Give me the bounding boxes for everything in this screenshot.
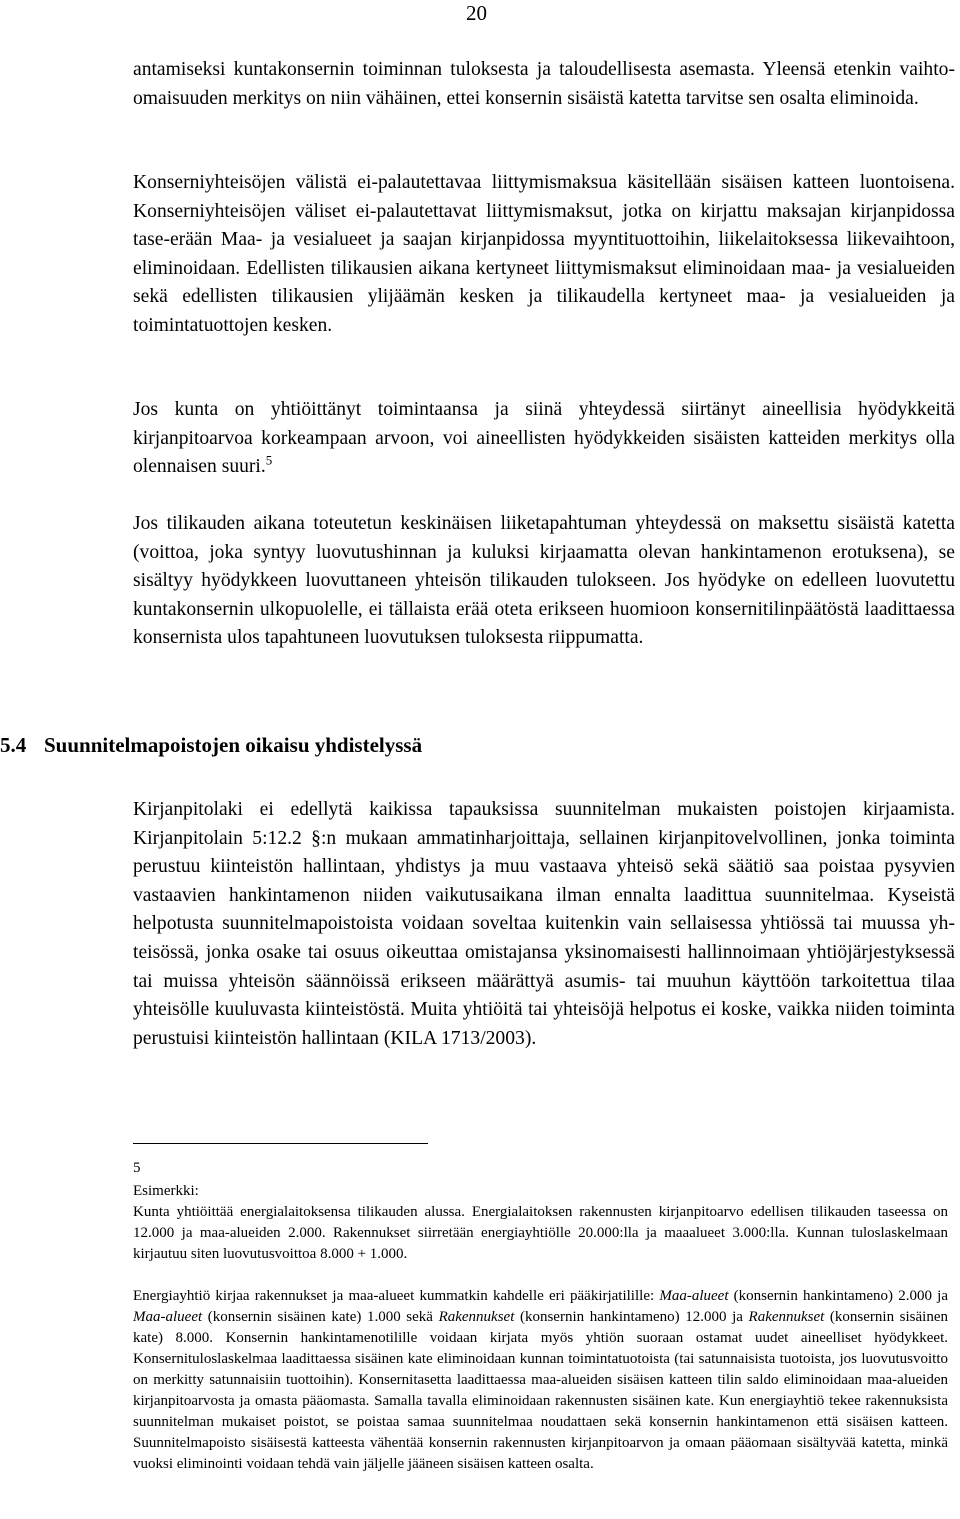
- footnote-reference[interactable]: 5: [265, 452, 273, 468]
- footnote-number: 5: [133, 1160, 141, 1176]
- footnote-separator: [133, 1143, 428, 1144]
- footnote-text-segment: (konsernin sisäinen kate) 8.000. Konsernin hankintamenotilille voidaan kirjata myös yhtiön suoraan ostamat uudet aineelliset hyödykkeet. Konsernituloslaskelmaa laadittaessa sisäinen kate eliminoidaan kunnan toimintatuotoista (tai satunnaisista tuotoista, jos luovutusvoitto on merkitty satunnaisiin tuottoihin). Konsernitasetta laadittaessa maa-alueiden sisäisen katteen tilin saldo eliminoidaan maa-alueiden kirjanpitoarvosta ja omasta pääomasta. Samalla tavalla eliminoidaan rakennusten sisäinen kate. Kun energiayhtiö tekee rakennuksista suunnitelman mukaiset poistot, se poistaa samaa suunnitelmaa noudattaen sekä konsernin hankintamenon että sisäisen katteen. Suunnitelmapoisto sisäisestä katteesta vähentää konsernin rakennusten kirjanpitoarvon ja omaan pääomaan sisältyvää katetta, minkä vuoksi eliminointi voidaan tehdä vain jäljelle jääneen sisäisen katteen osalta.: [133, 1309, 949, 1472]
- section-heading: [0, 731, 422, 759]
- footnote-account-name: Rakennukset: [438, 1309, 515, 1325]
- paragraph-4: Jos tilikauden aikana toteutetun keskinäisen liiketapahtuman yhteydessä on maksettu sisäistä katetta (voittoa, joka syntyy luovutushinnan ja kuluksi kirjaamatta olevan hankintamenon erotuksena), se sisältyy hyödykkeen luovuttaneen yhteisön tilikauden tulokseen. Jos hyödyke on edelleen luovutettu kuntakonsernin ulkopuolelle, ei tällaista erää oteta erikseen huomioon konsernitilinpäätöstä laadittaessa konsernista ulos tapahtuneen luovutuksen tuloksesta riippumatta.: [133, 513, 955, 649]
- section-title: Suunnitelmapoistojen oikaisu yhdistelyssä: [44, 733, 423, 757]
- section-number: 5.4: [0, 733, 27, 757]
- footnote-account-name: Maa-alueet: [659, 1288, 729, 1304]
- paragraph-1: antamiseksi kuntakonsernin toiminnan tuloksesta ja taloudellisesta asemasta. Yleensä etenkin vaihto-omaisuuden merkitys on niin vähäinen, ettei konsernin sisäistä katetta tarvitse sen osalta eliminoida.: [133, 59, 955, 109]
- footnote-paragraph-2: [133, 1286, 948, 1475]
- footnote-text-segment: (konsernin hankintameno) 12.000 ja: [514, 1309, 749, 1325]
- footnote-text-segment: (konsernin hankintameno) 2.000 ja: [728, 1288, 948, 1304]
- footnote-paragraph-1: Kunta yhtiöittää energialaitoksensa tilikauden alussa. Energialaitoksen rakennusten kirjanpitoarvo edellisen tilikauden taseessa on 12.000 ja maa-alueiden 2.000. Rakennukset siirretään energiayhtiölle 20.000:lla ja maaalueet 3.000:lla. Kunnan tuloslaskelmaan kirjautuu siten luovutusvoittoa 8.000 + 1.000.: [133, 1204, 948, 1262]
- paragraph-2: Konserniyhteisöjen välistä ei-palautettavaa liittymismaksua käsitellään sisäisen katteen luontoisena. Konserniyhteisöjen väliset ei-palautettavat liittymismaksut, jotka on kirjattu maksajan kirjanpidossa tase-erään Maa- ja vesialueet ja saajan kirjanpidossa myyntituottoihin, liikelaitoksessa liikevaihtoon, eliminoidaan. Edellisten tilikausien aikana kertyneet liittymismaksut eliminoidaan maa- ja vesialueiden sekä edellisten tilikausien ylijäämän kesken ja tilikaudella kertyneet maa- ja vesialueiden ja toimintatuottojen kesken.: [133, 172, 955, 336]
- page-number: 20: [466, 1, 487, 25]
- paragraph-3-text: Jos kunta on yhtiöittänyt toimintaansa ja siinä yhteydessä siirtänyt aineellisia hyödykkeitä kirjanpitoarvoa korkeampaan arvoon, voi aineellisten hyödykkeiden sisäisten katteiden merkitys olla olennaisen suuri.: [133, 399, 955, 478]
- footnote-account-name: Rakennukset: [748, 1309, 825, 1325]
- footnote-label: Esimerkki:: [133, 1183, 199, 1199]
- paragraph-5: Kirjanpitolaki ei edellytä kaikissa tapauksissa suunnitelman mukaisten poistojen kirjaamista. Kirjanpitolain 5:12.2 §:n mukaan ammatinharjoittaja, sellainen kirjanpitovelvollinen, jonka toiminta perustuu kiinteistön hallintaan, yhdistys ja muu vastaava yhteisö sekä säätiö saa poistaa pysyvien vastaavien hankintamenon niiden vaikutusaikana ilman ennalta laadittua suunnitelmaa. Kyseistä helpotusta suunnitelmapoistoista voidaan soveltaa kuitenkin vain sellaisessa yhtiössä tai muussa yhteisössä, jonka osake tai osuus oikeuttaa omistajansa yksinomaisesti hallinnoimaan yhtiöjärjestyksessä tai muissa yhteisön säännöissä erikseen määrättyä asumis- tai muuhun käyttöön tarkoitettua tilaa yhteisölle kuuluvasta kiinteistöstä. Muita yhtiöitä tai yhteisöjä helpotus ei koske, vaikka niiden toiminta perustuisi kiinteistön hallintaan (KILA 1713/2003).: [133, 799, 955, 1049]
- footnote-text-segment: Energiayhtiö kirjaa rakennukset ja maa-alueet kummatkin kahdelle eri pääkirjatilille:: [133, 1288, 660, 1304]
- footnote-account-name: Maa-alueet: [133, 1309, 203, 1325]
- paragraph-3: [133, 396, 955, 482]
- footnote-text-segment: (konsernin sisäinen kate) 1.000 sekä: [202, 1309, 439, 1325]
